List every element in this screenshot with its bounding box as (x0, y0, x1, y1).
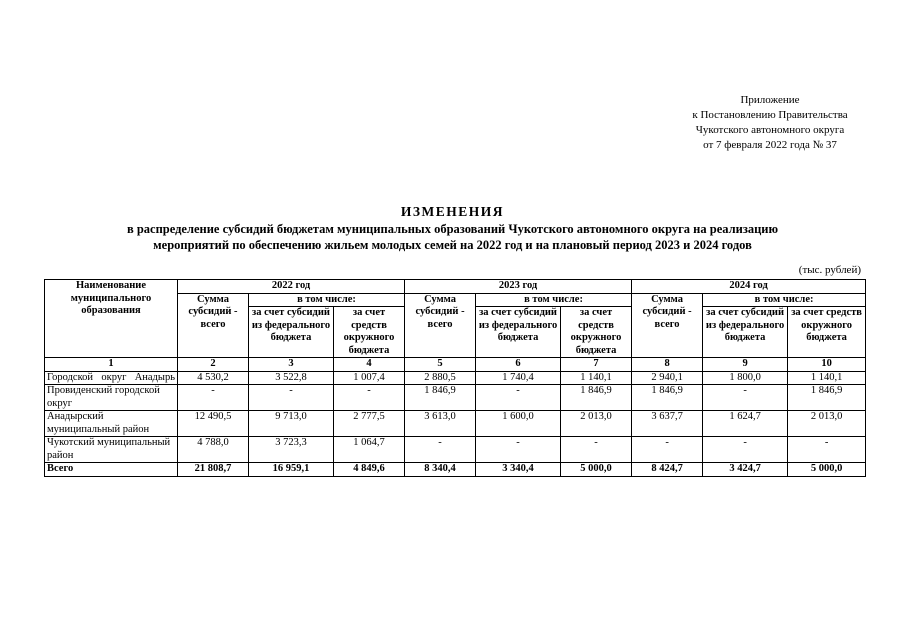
header-district: за счет средств окружного бюджета (788, 307, 866, 358)
cell-value: 4 530,2 (178, 371, 249, 385)
header-year: 2024 год (632, 280, 866, 294)
cell-value: 1 846,9 (632, 385, 703, 411)
cell-value: 1 007,4 (334, 371, 405, 385)
total-value: 8 340,4 (405, 463, 476, 477)
appendix-line: к Постановлению Правительства (692, 109, 848, 121)
total-value: 4 849,6 (334, 463, 405, 477)
cell-value: 3 522,8 (249, 371, 334, 385)
header-including: в том числе: (476, 293, 632, 307)
column-number: 1 (45, 358, 178, 372)
cell-value: - (632, 437, 703, 463)
cell-value: 9 713,0 (249, 411, 334, 437)
table-row (45, 437, 866, 463)
cell-value: 3 613,0 (405, 411, 476, 437)
total-label: Всего (45, 463, 178, 477)
cell-value: 2 777,5 (334, 411, 405, 437)
header-federal: за счет субсидий из федерального бюджета (703, 307, 788, 358)
total-row (45, 463, 866, 477)
header-district: за счет средств окружного бюджета (334, 307, 405, 358)
title-line: мероприятий по обеспечению жильем молодых семей на 2022 год и на плановый период 2023 и 2024 годов (153, 238, 752, 252)
appendix-line: от 7 февраля 2022 года № 37 (703, 139, 837, 151)
cell-value: - (788, 437, 866, 463)
cell-value: - (476, 385, 561, 411)
column-number: 8 (632, 358, 703, 372)
column-number: 9 (703, 358, 788, 372)
cell-value: 2 940,1 (632, 371, 703, 385)
cell-value: 3 637,7 (632, 411, 703, 437)
total-value: 3 424,7 (703, 463, 788, 477)
cell-value: - (703, 437, 788, 463)
cell-value: - (334, 385, 405, 411)
cell-value: 1 140,1 (788, 371, 866, 385)
title-line: в распределение субсидий бюджетам муниципальных образований Чукотского автономного округа на реализацию (126, 222, 779, 236)
row-name: Городской округ Анадырь (45, 371, 178, 385)
column-number: 6 (476, 358, 561, 372)
row-name: Анадырский муниципальный район (45, 411, 178, 437)
cell-value: 1 800,0 (703, 371, 788, 385)
cell-value: 1 064,7 (334, 437, 405, 463)
appendix-line: Чукотского автономного округа (695, 124, 845, 136)
cell-value: 1 846,9 (405, 385, 476, 411)
column-number: 2 (178, 358, 249, 372)
cell-value: 1 846,9 (788, 385, 866, 411)
column-number: 3 (249, 358, 334, 372)
cell-value: 1 846,9 (561, 385, 632, 411)
header-including: в том числе: (249, 293, 405, 307)
title-main: ИЗМЕНЕНИЯ (400, 204, 505, 219)
cell-value: - (703, 385, 788, 411)
cell-value: 2 880,5 (405, 371, 476, 385)
header-year: 2023 год (405, 280, 632, 294)
header-including: в том числе: (703, 293, 866, 307)
cell-value: 1 624,7 (703, 411, 788, 437)
cell-value: 2 013,0 (788, 411, 866, 437)
appendix-block (620, 93, 905, 153)
cell-value: - (405, 437, 476, 463)
header-district: за счет средств окружного бюджета (561, 307, 632, 358)
header-year: 2022 год (178, 280, 405, 294)
table-row (45, 411, 866, 437)
column-numbers-row (45, 358, 866, 372)
row-name: Чукотский муниципальный район (45, 437, 178, 463)
cell-value: - (561, 437, 632, 463)
cell-value: 1 600,0 (476, 411, 561, 437)
cell-value: 4 788,0 (178, 437, 249, 463)
header-federal: за счет субсидий из федерального бюджета (249, 307, 334, 358)
column-number: 5 (405, 358, 476, 372)
appendix-line: Приложение (740, 94, 800, 106)
column-number: 7 (561, 358, 632, 372)
total-value: 3 340,4 (476, 463, 561, 477)
cell-value: 1 140,1 (561, 371, 632, 385)
total-value: 5 000,0 (788, 463, 866, 477)
table-row (45, 371, 866, 385)
cell-value: 2 013,0 (561, 411, 632, 437)
header-total: Сумма субсидий - всего (405, 293, 476, 358)
cell-value: 1 740,4 (476, 371, 561, 385)
header-federal: за счет субсидий из федерального бюджета (476, 307, 561, 358)
document-title (0, 204, 905, 253)
units-label: (тыс. рублей) (798, 264, 861, 276)
cell-value: - (178, 385, 249, 411)
header-total: Сумма субсидий - всего (632, 293, 703, 358)
row-name: Провиденский городской округ (45, 385, 178, 411)
column-number: 10 (788, 358, 866, 372)
cell-value: - (249, 385, 334, 411)
total-value: 8 424,7 (632, 463, 703, 477)
cell-value: 3 723,3 (249, 437, 334, 463)
subsidy-table (44, 279, 866, 477)
cell-value: - (476, 437, 561, 463)
total-value: 5 000,0 (561, 463, 632, 477)
total-value: 21 808,7 (178, 463, 249, 477)
header-name: Наименование муниципального образования (45, 280, 178, 358)
total-value: 16 959,1 (249, 463, 334, 477)
table-row (45, 385, 866, 411)
cell-value: 12 490,5 (178, 411, 249, 437)
header-total: Сумма субсидий - всего (178, 293, 249, 358)
column-number: 4 (334, 358, 405, 372)
